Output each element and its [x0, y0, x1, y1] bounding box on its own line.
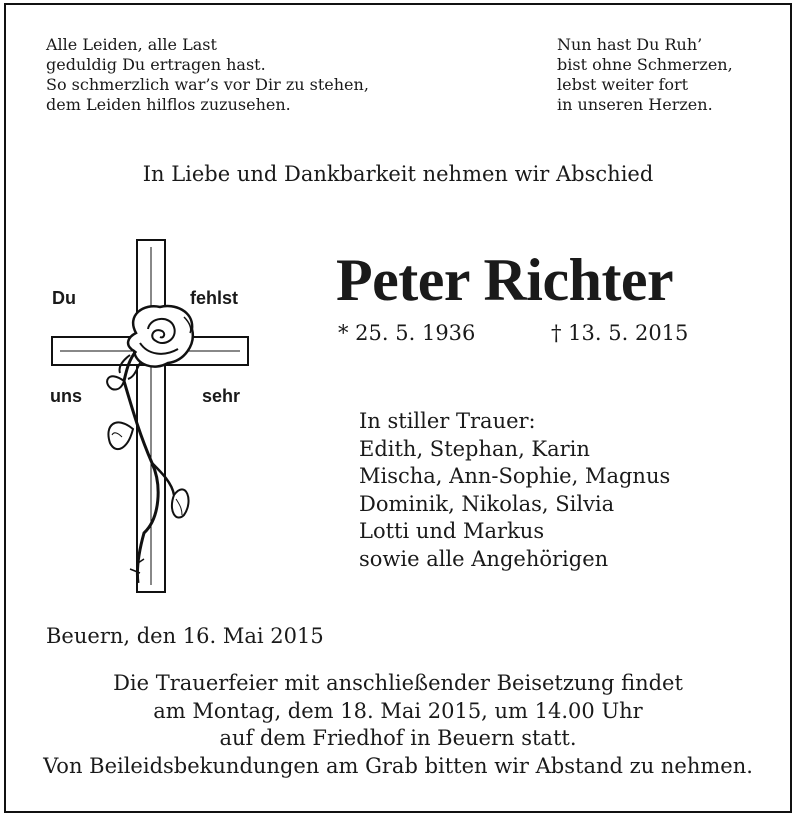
mourner-line: Edith, Stephan, Karin — [359, 436, 590, 461]
poem-line: So schmerzlich war’s vor Dir zu stehen, — [46, 75, 369, 94]
poem-line: Alle Leiden, alle Last — [46, 35, 217, 54]
birth-date: * 25. 5. 1936 — [338, 321, 476, 345]
poem-left — [46, 35, 369, 115]
mourner-line: Dominik, Nikolas, Silvia — [359, 491, 615, 516]
cross-word-fehlst: fehlst — [190, 288, 239, 308]
service-line: am Montag, dem 18. Mai 2015, um 14.00 Uhr — [153, 698, 643, 723]
cross-word-uns: uns — [50, 386, 83, 406]
poem-line: lebst weiter fort — [557, 75, 689, 94]
service-line: Die Trauerfeier mit anschließender Beisetzung findet — [113, 671, 683, 695]
funeral-service-info — [6, 670, 790, 780]
obituary-notice — [4, 3, 792, 813]
poem-line: dem Leiden hilflos zuzusehen. — [46, 95, 291, 114]
poem-line: geduldig Du ertragen hast. — [46, 55, 266, 74]
poem-line: in unseren Herzen. — [557, 95, 713, 114]
service-line: auf dem Friedhof in Beuern statt. — [219, 726, 577, 750]
mourner-line: Lotti und Markus — [359, 519, 545, 543]
cross-word-sehr: sehr — [202, 386, 241, 406]
mourners-heading: In stiller Trauer: — [359, 409, 536, 433]
death-date: † 13. 5. 2015 — [551, 321, 689, 345]
mourners-list — [359, 408, 670, 573]
mourner-line: Mischa, Ann-Sophie, Magnus — [359, 464, 671, 488]
deceased-name: Peter Richter — [336, 247, 674, 313]
poem-line: bist ohne Schmerzen, — [557, 55, 733, 74]
condolence-note: Von Beileidsbekundungen am Grab bitten wir Abstand zu nehmen. — [43, 753, 753, 778]
cross-word-du: Du — [52, 288, 76, 308]
place-date: Beuern, den 16. Mai 2015 — [46, 624, 324, 648]
farewell-intro: In Liebe und Dankbarkeit nehmen wir Abschied — [142, 162, 654, 186]
poem-right — [557, 35, 733, 115]
mourner-line: sowie alle Angehörigen — [359, 546, 609, 571]
poem-line: Nun hast Du Ruh’ — [557, 35, 703, 54]
